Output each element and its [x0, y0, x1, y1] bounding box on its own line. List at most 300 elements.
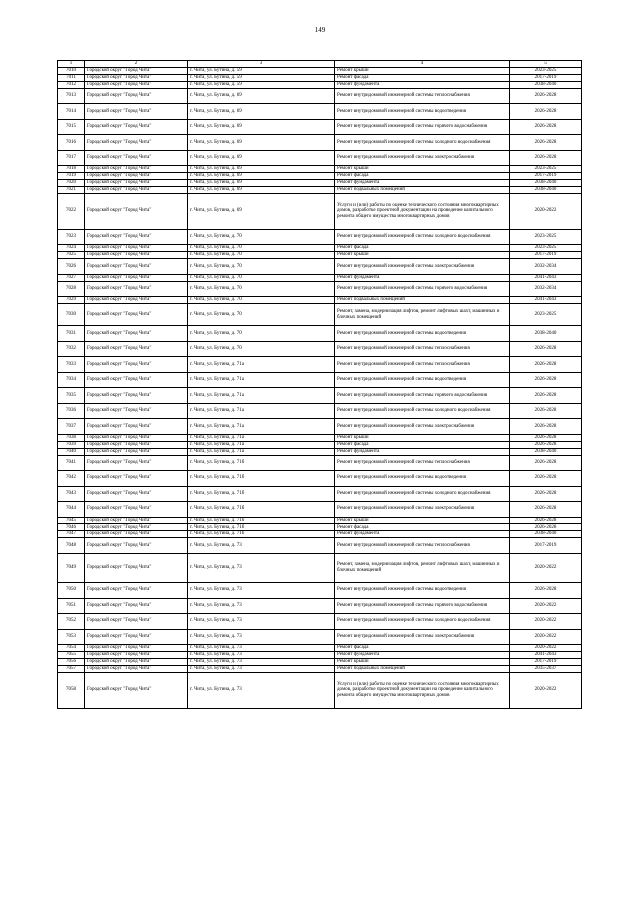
municipality-cell: Городской округ "Город Чита" [85, 531, 188, 538]
table-row [58, 104, 582, 120]
repair-schedule-table [57, 60, 582, 709]
address-cell: г. Чита, ул. Бутина, д. 71а [188, 357, 335, 373]
row-number: 7033 [58, 357, 85, 373]
table-row [58, 173, 582, 180]
table-row [58, 455, 582, 471]
period-cell: 2017-2019 [510, 658, 582, 665]
row-number: 7038 [58, 434, 85, 441]
address-cell: г. Чита, ул. Бутина, д. 73 [188, 629, 335, 645]
period-cell: 2038-2040 [510, 448, 582, 455]
period-cell: 2026-2028 [510, 455, 582, 471]
row-number: 7025 [58, 252, 85, 259]
table-row [58, 186, 582, 193]
column-header: 3 [188, 61, 335, 68]
row-number: 7032 [58, 341, 85, 357]
municipality-cell: Городской округ "Город Чита" [85, 614, 188, 630]
period-cell: 2026-2028 [510, 471, 582, 487]
table-row [58, 179, 582, 186]
table-row [58, 614, 582, 630]
work-type-cell: Ремонт подвальных помещений [335, 665, 510, 672]
row-number: 7041 [58, 455, 85, 471]
work-type-cell: Ремонт внутридомовой инженерной системы холодного водоснабжения [335, 486, 510, 502]
municipality-cell: Городской округ "Город Чита" [85, 326, 188, 342]
table-row [58, 434, 582, 441]
period-cell: 2026-2028 [510, 502, 582, 518]
period-cell: 2020-2022 [510, 553, 582, 582]
row-number: 7049 [58, 553, 85, 582]
period-cell: 2026-2028 [510, 88, 582, 104]
period-cell: 2026-2028 [510, 583, 582, 599]
column-header: 4 [335, 61, 510, 68]
table-row [58, 135, 582, 151]
work-type-cell: Ремонт внутридомовой инженерной системы теплоснабжения [335, 357, 510, 373]
table-row [58, 441, 582, 448]
work-type-cell: Ремонт внутридомовой инженерной системы теплоснабжения [335, 455, 510, 471]
municipality-cell: Городской округ "Город Чита" [85, 193, 188, 229]
period-cell: 2026-2028 [510, 419, 582, 435]
municipality-cell: Городской округ "Город Чита" [85, 486, 188, 502]
table-row [58, 166, 582, 173]
table-row [58, 403, 582, 419]
period-cell: 2026-2028 [510, 341, 582, 357]
address-cell: г. Чита, ул. Бутина, д. 71б [188, 517, 335, 524]
table-row [58, 517, 582, 524]
table-row [58, 553, 582, 582]
work-type-cell: Ремонт, замена, модернизация лифтов, ремонт лифтовых шахт, машинных и блочных помещений [335, 303, 510, 325]
work-type-cell: Ремонт внутридомовой инженерной системы теплоснабжения [335, 538, 510, 554]
period-cell: 2020-2022 [510, 672, 582, 708]
row-number: 7016 [58, 135, 85, 151]
row-number: 7050 [58, 583, 85, 599]
row-number: 7028 [58, 281, 85, 297]
work-type-cell: Ремонт фундамента [335, 81, 510, 88]
table-row [58, 629, 582, 645]
address-cell: г. Чита, ул. Бутина, д. 70 [188, 245, 335, 252]
row-number: 7056 [58, 658, 85, 665]
address-cell: г. Чита, ул. Бутина, д. 69 [188, 135, 335, 151]
period-cell: 2020-2022 [510, 193, 582, 229]
municipality-cell: Городской округ "Город Чита" [85, 471, 188, 487]
municipality-cell: Городской округ "Город Чита" [85, 583, 188, 599]
address-cell: г. Чита, ул. Бутина, д. 71б [188, 455, 335, 471]
table-row [58, 419, 582, 435]
page-number: 149 [314, 26, 326, 34]
work-type-cell: Ремонт фасада [335, 74, 510, 81]
row-number: 7022 [58, 193, 85, 229]
municipality-cell: Городской округ "Город Чита" [85, 455, 188, 471]
period-cell: 2035-2037 [510, 665, 582, 672]
work-type-cell: Ремонт внутридомовой инженерной системы холодного водоснабжения [335, 135, 510, 151]
table-row [58, 150, 582, 166]
table-row [58, 583, 582, 599]
table-row [58, 245, 582, 252]
address-cell: г. Чита, ул. Бутина, д. 69 [188, 193, 335, 229]
municipality-cell: Городской округ "Город Чита" [85, 274, 188, 281]
address-cell: г. Чита, ул. Бутина, д. 71а [188, 448, 335, 455]
row-number: 7052 [58, 614, 85, 630]
work-type-cell: Ремонт внутридомовой инженерной системы теплоснабжения [335, 341, 510, 357]
period-cell: 2038-2040 [510, 531, 582, 538]
address-cell: г. Чита, ул. Бутина, д. 71б [188, 531, 335, 538]
row-number: 7048 [58, 538, 85, 554]
row-number: 7020 [58, 179, 85, 186]
address-cell: г. Чита, ул. Бутина, д. 69 [188, 173, 335, 180]
period-cell: 2017-2019 [510, 252, 582, 259]
work-type-cell: Ремонт внутридомовой инженерной системы водоотведения [335, 104, 510, 120]
municipality-cell: Городской округ "Город Чита" [85, 629, 188, 645]
work-type-cell: Ремонт фундамента [335, 448, 510, 455]
municipality-cell: Городской округ "Город Чита" [85, 281, 188, 297]
period-cell: 2026-2028 [510, 486, 582, 502]
table-row [58, 651, 582, 658]
municipality-cell: Городской округ "Город Чита" [85, 68, 188, 75]
period-cell: 2038-2040 [510, 326, 582, 342]
municipality-cell: Городской округ "Город Чита" [85, 403, 188, 419]
municipality-cell: Городской округ "Город Чита" [85, 598, 188, 614]
period-cell: 2026-2028 [510, 524, 582, 531]
municipality-cell: Городской округ "Город Чита" [85, 553, 188, 582]
row-number: 7014 [58, 104, 85, 120]
row-number: 7040 [58, 448, 85, 455]
municipality-cell: Городской округ "Город Чита" [85, 135, 188, 151]
table-row [58, 274, 582, 281]
row-number: 7046 [58, 524, 85, 531]
period-cell: 2017-2019 [510, 173, 582, 180]
period-cell: 2026-2028 [510, 441, 582, 448]
work-type-cell: Ремонт крыши [335, 166, 510, 173]
row-number: 7010 [58, 68, 85, 75]
table-row [58, 68, 582, 75]
work-type-cell: Ремонт крыши [335, 517, 510, 524]
municipality-cell: Городской округ "Город Чита" [85, 259, 188, 275]
address-cell: г. Чита, ул. Бутина, д. 73 [188, 672, 335, 708]
municipality-cell: Городской округ "Город Чита" [85, 179, 188, 186]
table-row [58, 502, 582, 518]
municipality-cell: Городской округ "Город Чита" [85, 665, 188, 672]
work-type-cell: Услуги и (или) работы по оценке технического состояния многоквартирных домов, разработке проектной документации на проведение капитального ремонта общего имущества многоквартирных домов [335, 672, 510, 708]
row-number: 7024 [58, 245, 85, 252]
address-cell: г. Чита, ул. Бутина, д. 70 [188, 297, 335, 304]
period-cell: 2017-2019 [510, 538, 582, 554]
row-number: 7031 [58, 326, 85, 342]
table-row [58, 252, 582, 259]
table-row [58, 119, 582, 135]
municipality-cell: Городской округ "Город Чита" [85, 104, 188, 120]
address-cell: г. Чита, ул. Бутина, д. 69 [188, 179, 335, 186]
address-cell: г. Чита, ул. Бутина, д. 73 [188, 665, 335, 672]
address-cell: г. Чита, ул. Бутина, д. 71б [188, 524, 335, 531]
address-cell: г. Чита, ул. Бутина, д. 73 [188, 598, 335, 614]
table-row [58, 297, 582, 304]
column-header: 5 [510, 61, 582, 68]
table-row [58, 81, 582, 88]
address-cell: г. Чита, ул. Бутина, д. 71а [188, 441, 335, 448]
table-row [58, 531, 582, 538]
period-cell: 2026-2028 [510, 434, 582, 441]
address-cell: г. Чита, ул. Бутина, д. 71а [188, 372, 335, 388]
work-type-cell: Ремонт крыши [335, 658, 510, 665]
municipality-cell: Городской округ "Город Чита" [85, 252, 188, 259]
row-number: 7030 [58, 303, 85, 325]
municipality-cell: Городской округ "Город Чита" [85, 150, 188, 166]
table-row [58, 665, 582, 672]
table-row [58, 538, 582, 554]
municipality-cell: Городской округ "Город Чита" [85, 229, 188, 245]
period-cell: 2041-2043 [510, 651, 582, 658]
work-type-cell: Ремонт фасада [335, 524, 510, 531]
address-cell: г. Чита, ул. Бутина, д. 70 [188, 252, 335, 259]
period-cell: 2023-2025 [510, 166, 582, 173]
row-number: 7055 [58, 651, 85, 658]
period-cell: 2020-2022 [510, 645, 582, 652]
work-type-cell: Ремонт фундамента [335, 179, 510, 186]
work-type-cell: Ремонт внутридомовой инженерной системы электроснабжения [335, 629, 510, 645]
municipality-cell: Городской округ "Город Чита" [85, 81, 188, 88]
municipality-cell: Городской округ "Город Чита" [85, 672, 188, 708]
row-number: 7036 [58, 403, 85, 419]
row-number: 7057 [58, 665, 85, 672]
work-type-cell: Ремонт внутридомовой инженерной системы теплоснабжения [335, 88, 510, 104]
period-cell: 2041-2043 [510, 297, 582, 304]
period-cell: 2023-2025 [510, 229, 582, 245]
work-type-cell: Ремонт, замена, модернизация лифтов, ремонт лифтовых шахт, машинных и блочных помещений [335, 553, 510, 582]
row-number: 7015 [58, 119, 85, 135]
period-cell: 2032-2034 [510, 259, 582, 275]
period-cell: 2026-2028 [510, 104, 582, 120]
row-number: 7027 [58, 274, 85, 281]
address-cell: г. Чита, ул. Бутина, д. 71б [188, 486, 335, 502]
period-cell: 2020-2022 [510, 598, 582, 614]
row-number: 7051 [58, 598, 85, 614]
row-number: 7043 [58, 486, 85, 502]
address-cell: г. Чита, ул. Бутина, д. 69 [188, 150, 335, 166]
address-cell: г. Чита, ул. Бутина, д. 69 [188, 88, 335, 104]
address-cell: г. Чита, ул. Бутина, д. 73 [188, 583, 335, 599]
period-cell: 2026-2028 [510, 403, 582, 419]
address-cell: г. Чита, ул. Бутина, д. 70 [188, 326, 335, 342]
work-type-cell: Ремонт фасада [335, 645, 510, 652]
row-number: 7017 [58, 150, 85, 166]
period-cell: 2038-2040 [510, 179, 582, 186]
table-row [58, 658, 582, 665]
address-cell: г. Чита, ул. Бутина, д. 69 [188, 119, 335, 135]
address-cell: г. Чита, ул. Бутина, д. 59 [188, 81, 335, 88]
row-number: 7018 [58, 166, 85, 173]
period-cell: 2041-2043 [510, 274, 582, 281]
table-row [58, 471, 582, 487]
table-row [58, 598, 582, 614]
address-cell: г. Чита, ул. Бутина, д. 71б [188, 471, 335, 487]
municipality-cell: Городской округ "Город Чита" [85, 303, 188, 325]
work-type-cell: Ремонт фундамента [335, 651, 510, 658]
municipality-cell: Городской округ "Город Чита" [85, 357, 188, 373]
row-number: 7026 [58, 259, 85, 275]
period-cell: 2020-2022 [510, 629, 582, 645]
municipality-cell: Городской округ "Город Чита" [85, 297, 188, 304]
municipality-cell: Городской округ "Город Чита" [85, 645, 188, 652]
municipality-cell: Городской округ "Город Чита" [85, 524, 188, 531]
table-row [58, 372, 582, 388]
work-type-cell: Ремонт внутридомовой инженерной системы горячего водоснабжения [335, 598, 510, 614]
municipality-cell: Городской округ "Город Чита" [85, 388, 188, 404]
municipality-cell: Городской округ "Город Чита" [85, 502, 188, 518]
work-type-cell: Ремонт внутридомовой инженерной системы водоотведения [335, 583, 510, 599]
row-number: 7034 [58, 372, 85, 388]
address-cell: г. Чита, ул. Бутина, д. 69 [188, 104, 335, 120]
municipality-cell: Городской округ "Город Чита" [85, 245, 188, 252]
table-row [58, 193, 582, 229]
work-type-cell: Ремонт внутридомовой инженерной системы электроснабжения [335, 419, 510, 435]
work-type-cell: Услуги и (или) работы по оценке технического состояния многоквартирных домов, разработке проектной документации на проведение капитального ремонта общего имущества многоквартирных домов [335, 193, 510, 229]
work-type-cell: Ремонт подвальных помещений [335, 297, 510, 304]
row-number: 7023 [58, 229, 85, 245]
municipality-cell: Городской округ "Город Чита" [85, 538, 188, 554]
period-cell: 2038-2040 [510, 186, 582, 193]
row-number: 7042 [58, 471, 85, 487]
address-cell: г. Чита, ул. Бутина, д. 59 [188, 68, 335, 75]
municipality-cell: Городской округ "Город Чита" [85, 341, 188, 357]
table-row [58, 88, 582, 104]
table-row [58, 486, 582, 502]
work-type-cell: Ремонт внутридомовой инженерной системы холодного водоснабжения [335, 614, 510, 630]
table-row [58, 448, 582, 455]
address-cell: г. Чита, ул. Бутина, д. 70 [188, 259, 335, 275]
table-row [58, 388, 582, 404]
work-type-cell: Ремонт фасада [335, 441, 510, 448]
municipality-cell: Городской округ "Город Чита" [85, 74, 188, 81]
address-cell: г. Чита, ул. Бутина, д. 71а [188, 434, 335, 441]
row-number: 7021 [58, 186, 85, 193]
period-cell: 2026-2028 [510, 372, 582, 388]
period-cell: 2038-2040 [510, 81, 582, 88]
period-cell: 2017-2019 [510, 74, 582, 81]
work-type-cell: Ремонт внутридомовой инженерной системы водоотведения [335, 372, 510, 388]
period-cell: 2026-2028 [510, 150, 582, 166]
period-cell: 2032-2034 [510, 281, 582, 297]
municipality-cell: Городской округ "Город Чита" [85, 448, 188, 455]
period-cell: 2026-2028 [510, 517, 582, 524]
row-number: 7045 [58, 517, 85, 524]
work-type-cell: Ремонт внутридомовой инженерной системы холодного водоснабжения [335, 403, 510, 419]
work-type-cell: Ремонт внутридомовой инженерной системы электроснабжения [335, 259, 510, 275]
row-number: 7012 [58, 81, 85, 88]
period-cell: 2026-2028 [510, 388, 582, 404]
work-type-cell: Ремонт фасада [335, 173, 510, 180]
work-type-cell: Ремонт фундамента [335, 531, 510, 538]
row-number: 7019 [58, 173, 85, 180]
period-cell: 2026-2028 [510, 357, 582, 373]
municipality-cell: Городской округ "Город Чита" [85, 434, 188, 441]
address-cell: г. Чита, ул. Бутина, д. 69 [188, 166, 335, 173]
table-row [58, 229, 582, 245]
address-cell: г. Чита, ул. Бутина, д. 70 [188, 229, 335, 245]
address-cell: г. Чита, ул. Бутина, д. 70 [188, 274, 335, 281]
municipality-cell: Городской округ "Город Чита" [85, 651, 188, 658]
address-cell: г. Чита, ул. Бутина, д. 73 [188, 651, 335, 658]
municipality-cell: Городской округ "Город Чита" [85, 658, 188, 665]
address-cell: г. Чита, ул. Бутина, д. 70 [188, 341, 335, 357]
row-number: 7058 [58, 672, 85, 708]
table-row [58, 259, 582, 275]
municipality-cell: Городской округ "Город Чита" [85, 173, 188, 180]
work-type-cell: Ремонт фундамента [335, 274, 510, 281]
address-cell: г. Чита, ул. Бутина, д. 73 [188, 553, 335, 582]
table-row [58, 672, 582, 708]
address-cell: г. Чита, ул. Бутина, д. 73 [188, 645, 335, 652]
period-cell: 2026-2028 [510, 119, 582, 135]
municipality-cell: Городской округ "Город Чита" [85, 372, 188, 388]
row-number: 7029 [58, 297, 85, 304]
address-cell: г. Чита, ул. Бутина, д. 73 [188, 614, 335, 630]
period-cell: 2023-2025 [510, 303, 582, 325]
table-row [58, 303, 582, 325]
address-cell: г. Чита, ул. Бутина, д. 71б [188, 502, 335, 518]
work-type-cell: Ремонт фасада [335, 245, 510, 252]
period-cell: 2020-2022 [510, 614, 582, 630]
table-row [58, 357, 582, 373]
work-type-cell: Ремонт крыши [335, 252, 510, 259]
row-number: 7013 [58, 88, 85, 104]
work-type-cell: Ремонт внутридомовой инженерной системы электроснабжения [335, 502, 510, 518]
municipality-cell: Городской округ "Город Чита" [85, 441, 188, 448]
address-cell: г. Чита, ул. Бутина, д. 71а [188, 419, 335, 435]
municipality-cell: Городской округ "Город Чита" [85, 419, 188, 435]
table-row [58, 74, 582, 81]
work-type-cell: Ремонт внутридомовой инженерной системы горячего водоснабжения [335, 281, 510, 297]
period-cell: 2023-2025 [510, 68, 582, 75]
table-row [58, 524, 582, 531]
row-number: 7035 [58, 388, 85, 404]
period-cell: 2026-2028 [510, 135, 582, 151]
address-cell: г. Чита, ул. Бутина, д. 71а [188, 403, 335, 419]
period-cell: 2023-2025 [510, 245, 582, 252]
table-header-row [58, 61, 582, 68]
table-row [58, 645, 582, 652]
row-number: 7047 [58, 531, 85, 538]
table-row [58, 341, 582, 357]
table-row [58, 326, 582, 342]
address-cell: г. Чита, ул. Бутина, д. 59 [188, 74, 335, 81]
municipality-cell: Городской округ "Город Чита" [85, 517, 188, 524]
work-type-cell: Ремонт внутридомовой инженерной системы электроснабжения [335, 150, 510, 166]
address-cell: г. Чита, ул. Бутина, д. 70 [188, 281, 335, 297]
work-type-cell: Ремонт крыши [335, 434, 510, 441]
municipality-cell: Городской округ "Город Чита" [85, 166, 188, 173]
work-type-cell: Ремонт внутридомовой инженерной системы холодного водоснабжения [335, 229, 510, 245]
municipality-cell: Городской округ "Город Чита" [85, 119, 188, 135]
row-number: 7044 [58, 502, 85, 518]
table-row [58, 281, 582, 297]
address-cell: г. Чита, ул. Бутина, д. 70 [188, 303, 335, 325]
address-cell: г. Чита, ул. Бутина, д. 69 [188, 186, 335, 193]
row-number: 7037 [58, 419, 85, 435]
work-type-cell: Ремонт крыши [335, 68, 510, 75]
column-header: 1 [58, 61, 85, 68]
address-cell: г. Чита, ул. Бутина, д. 73 [188, 538, 335, 554]
work-type-cell: Ремонт внутридомовой инженерной системы горячего водоснабжения [335, 119, 510, 135]
work-type-cell: Ремонт внутридомовой инженерной системы водоотведения [335, 471, 510, 487]
work-type-cell: Ремонт внутридомовой инженерной системы водоотведения [335, 326, 510, 342]
address-cell: г. Чита, ул. Бутина, д. 73 [188, 658, 335, 665]
municipality-cell: Городской округ "Город Чита" [85, 186, 188, 193]
row-number: 7054 [58, 645, 85, 652]
municipality-cell: Городской округ "Город Чита" [85, 88, 188, 104]
row-number: 7039 [58, 441, 85, 448]
row-number: 7011 [58, 74, 85, 81]
row-number: 7053 [58, 629, 85, 645]
address-cell: г. Чита, ул. Бутина, д. 71а [188, 388, 335, 404]
column-header: 2 [85, 61, 188, 68]
